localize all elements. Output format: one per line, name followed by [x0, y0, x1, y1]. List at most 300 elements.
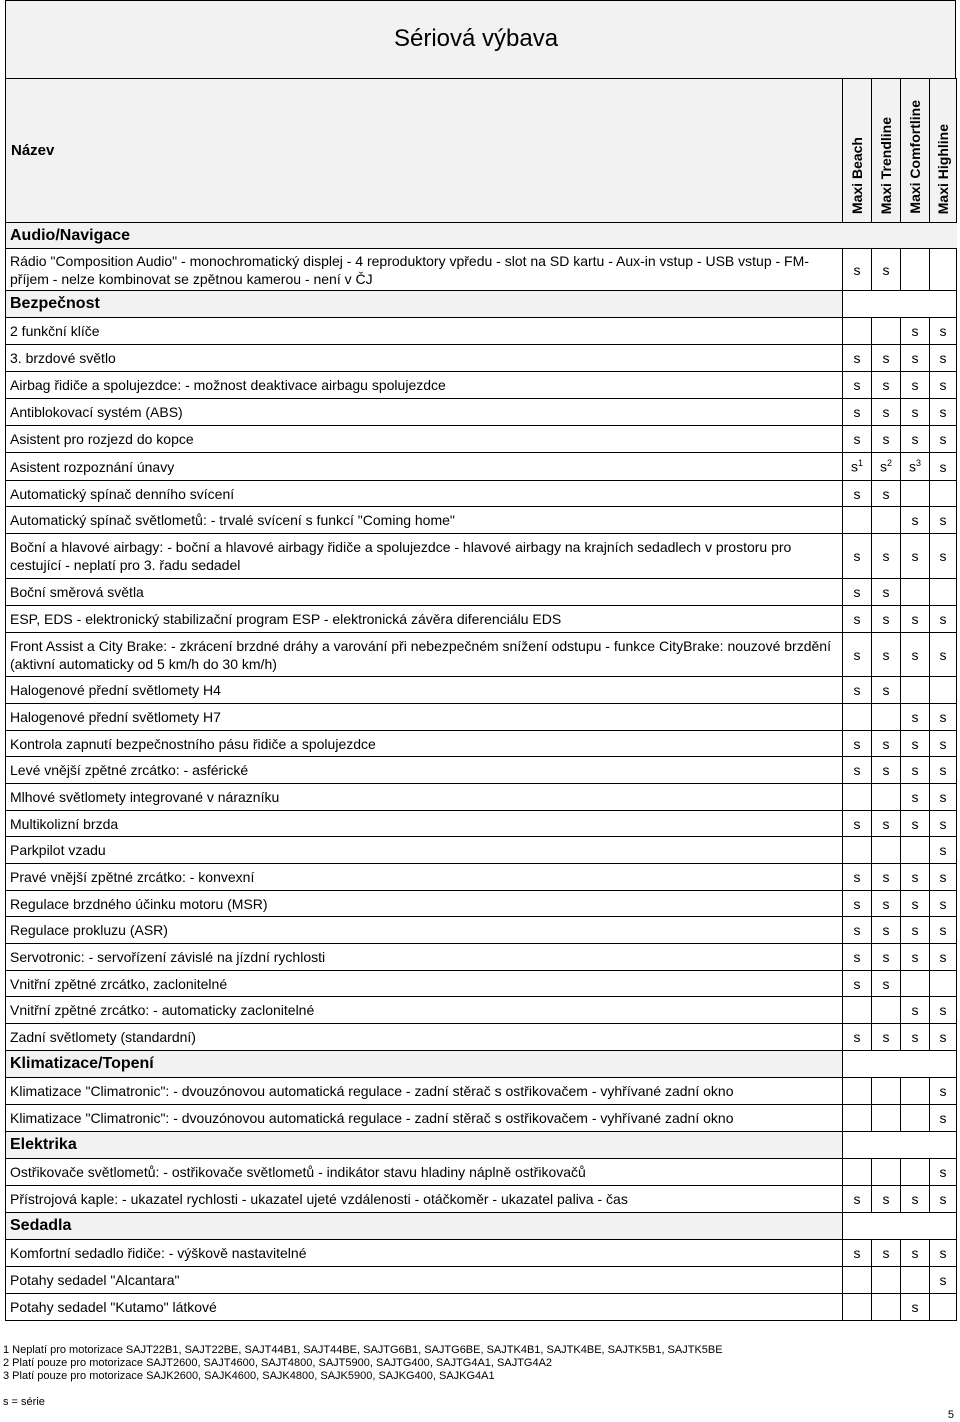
feature-name: Zadní světlomety (standardní) [6, 1024, 843, 1051]
model-cell [872, 811, 901, 837]
feature-name: ESP, EDS - elektronický stabilizační program ESP - elektronická závěra diferenciálu EDS [6, 606, 843, 633]
model-cell [872, 633, 901, 677]
availability-value: s [911, 1002, 919, 1018]
availability-value: s [911, 735, 919, 752]
model-cell [901, 1267, 930, 1294]
model-cell [843, 704, 872, 731]
table-row [6, 731, 957, 757]
availability-value: s [853, 404, 861, 420]
model-cell [843, 1024, 872, 1051]
footnote-2: 2 Platí pouze pro motorizace SAJT2600, SAJT4600, SAJT4800, SAJT5900, SAJTG400, SAJTG4A1, SAJTG4A2 [3, 1357, 553, 1369]
table-row [6, 784, 957, 811]
model-cell [843, 426, 872, 453]
availability-value: s [939, 1272, 947, 1288]
model-cell [872, 731, 901, 757]
model-cell [930, 944, 957, 971]
section-row [6, 223, 957, 249]
model-cell [872, 864, 901, 891]
feature-name: Přístrojová kaple: - ukazatel rychlosti - ukazatel ujeté vzdálenosti - otáčkoměr - ukazatel paliva - čas [6, 1186, 843, 1213]
availability-value: s [911, 377, 919, 393]
availability-value: s [939, 735, 947, 752]
availability-value: s [882, 377, 890, 393]
feature-name: Ostřikovače světlometů: - ostřikovače světlometů - indikátor stavu hladiny náplně ostřikovačů [6, 1159, 843, 1186]
table-row [6, 1105, 957, 1132]
availability-value: s [882, 584, 890, 600]
table-row [6, 453, 957, 481]
footnote-ref: 1 [857, 458, 863, 469]
model-cell [843, 633, 872, 677]
table-row [6, 1240, 957, 1267]
table-row [6, 1078, 957, 1105]
model-cell [901, 784, 930, 811]
model-cell [843, 864, 872, 891]
model-cell [872, 784, 901, 811]
model-cell [872, 891, 901, 917]
table-row [6, 837, 957, 864]
model-cell [872, 345, 901, 372]
feature-name: Boční směrová světla [6, 579, 843, 606]
model-cell [930, 757, 957, 784]
feature-name: Kontrola zapnutí bezpečnostního pásu řidiče a spolujezdce [6, 731, 843, 757]
feature-name: Levé vnější zpětné zrcátko: - asférické [6, 757, 843, 784]
availability-value: s [882, 735, 890, 752]
availability-value: s [939, 842, 947, 858]
availability-value: s [911, 646, 919, 663]
table-row [6, 811, 957, 837]
availability-value: s [939, 1191, 947, 1207]
table-row [6, 606, 957, 633]
availability-value: s [882, 350, 890, 366]
model-cell [901, 1240, 930, 1267]
model-cell [930, 704, 957, 731]
availability-value: s [853, 975, 861, 992]
header-model-trendline: Maxi Trendline [872, 79, 901, 223]
model-cell [930, 1024, 957, 1051]
feature-name: Pravé vnější zpětné zrcátko: - konvexní [6, 864, 843, 891]
model-cell [843, 944, 872, 971]
table-row [6, 345, 957, 372]
model-cell [901, 1024, 930, 1051]
availability-value: s [939, 377, 947, 393]
model-cell [872, 704, 901, 731]
model-cell [872, 579, 901, 606]
model-cell [872, 426, 901, 453]
table-row [6, 677, 957, 704]
model-cell [872, 944, 901, 971]
availability-value: s [939, 1245, 947, 1261]
availability-value: s [882, 682, 890, 698]
feature-name: Asistent pro rozjezd do kopce [6, 426, 843, 453]
availability-value: s [911, 815, 919, 832]
model-cell [901, 704, 930, 731]
model-cell [901, 864, 930, 891]
model-cell [843, 1240, 872, 1267]
model-cell [843, 249, 872, 291]
feature-name: 2 funkční klíče [6, 318, 843, 345]
availability-value: s [853, 815, 861, 832]
header-name: Název [6, 79, 843, 223]
model-cell [901, 633, 930, 677]
model-cell [901, 1105, 930, 1132]
table-header [6, 79, 957, 223]
model-cell [901, 944, 930, 971]
availability-value: s [853, 261, 861, 278]
section-title: Bezpečnost [6, 291, 843, 318]
availability-value: s [853, 548, 861, 564]
availability-value: s [939, 1110, 947, 1126]
model-cell [930, 507, 957, 534]
availability-value: s [882, 975, 890, 992]
table-row [6, 481, 957, 507]
model-cell [930, 579, 957, 606]
table-row [6, 864, 957, 891]
model-cell [930, 426, 957, 453]
availability-value: s [939, 949, 947, 965]
model-cell [843, 534, 872, 579]
availability-value: s [882, 869, 890, 885]
availability-value: s [939, 548, 947, 564]
availability-value: s [939, 1083, 947, 1099]
table-row [6, 971, 957, 997]
model-cell [843, 399, 872, 426]
availability-value: s [939, 611, 947, 627]
model-cell [930, 971, 957, 997]
model-cell [901, 372, 930, 399]
model-cell [872, 481, 901, 507]
model-cell [930, 891, 957, 917]
model-cell [901, 997, 930, 1024]
feature-name: Servotronic: - servořízení závislé na jízdní rychlosti [6, 944, 843, 971]
section-title: Klimatizace/Topení [6, 1051, 843, 1078]
availability-value: s [939, 512, 947, 528]
model-cell [930, 534, 957, 579]
availability-value: s [882, 762, 890, 778]
model-cell [872, 606, 901, 633]
model-cell [901, 1159, 930, 1186]
model-cell [843, 345, 872, 372]
availability-value: s [882, 815, 890, 832]
model-cell [930, 249, 957, 291]
availability-value: s [882, 404, 890, 420]
table-row [6, 1294, 957, 1321]
availability-value: s [911, 949, 919, 965]
model-cell [872, 1024, 901, 1051]
model-cell [901, 249, 930, 291]
availability-value: s [882, 548, 890, 564]
model-cell [872, 1105, 901, 1132]
page-number: 5 [947, 1409, 954, 1421]
model-cell [901, 1294, 930, 1321]
availability-value: s [911, 869, 919, 885]
model-cell [843, 1078, 872, 1105]
table-row [6, 1159, 957, 1186]
table-row [6, 399, 957, 426]
model-cell [843, 1159, 872, 1186]
availability-value: s [882, 1029, 890, 1045]
model-cell [930, 399, 957, 426]
availability-value: s [853, 1245, 861, 1261]
feature-name: Klimatizace "Climatronic": - dvouzónovou automatická regulace - zadní stěrač s ostřikovačem - vyhřívané zadní okno [6, 1078, 843, 1105]
model-cell [872, 534, 901, 579]
model-cell [930, 731, 957, 757]
availability-value: s [911, 922, 919, 938]
availability-value: s [911, 350, 919, 366]
table-row [6, 997, 957, 1024]
model-cell [872, 757, 901, 784]
availability-value: s [882, 922, 890, 938]
model-cell [930, 481, 957, 507]
model-cell [872, 318, 901, 345]
section-row [6, 1132, 957, 1159]
model-cell [930, 1078, 957, 1105]
availability-value: s [939, 922, 947, 938]
feature-name: Potahy sedadel "Alcantara" [6, 1267, 843, 1294]
availability-value: s [882, 1245, 890, 1261]
availability-value: s [911, 1299, 919, 1315]
model-cell [901, 1186, 930, 1213]
table-row [6, 426, 957, 453]
availability-value: s [908, 458, 916, 475]
model-cell [930, 997, 957, 1024]
title-box [5, 0, 956, 79]
model-cell [901, 318, 930, 345]
availability-value: s [911, 323, 919, 339]
table-row [6, 579, 957, 606]
availability-value: s [853, 869, 861, 885]
model-cell [901, 891, 930, 917]
table-row [6, 917, 957, 944]
model-cell [930, 1159, 957, 1186]
header-model-highline: Maxi Highline [930, 79, 957, 223]
section-title: Sedadla [6, 1213, 843, 1240]
model-cell [872, 249, 901, 291]
availability-value: s [911, 512, 919, 528]
model-cell [872, 1078, 901, 1105]
model-cell [843, 784, 872, 811]
feature-name: Multikolizní brzda [6, 811, 843, 837]
table-row [6, 757, 957, 784]
feature-name: 3. brzdové světlo [6, 345, 843, 372]
availability-value: s [853, 377, 861, 393]
table-row [6, 249, 957, 291]
model-cell [901, 453, 930, 481]
model-cell [901, 426, 930, 453]
availability-value: s [939, 350, 947, 366]
model-cell [930, 606, 957, 633]
availability-value: s [853, 1029, 861, 1045]
model-cell [872, 1294, 901, 1321]
availability-value: s [853, 584, 861, 600]
feature-name: Boční a hlavové airbagy: - boční a hlavové airbagy řidiče a spolujezdce - hlavové airbagy na krajních sedadlech v prostoru pro cestující - neplatí pro 3. řadu sedadel [6, 534, 843, 579]
footnote-3: 3 Platí pouze pro motorizace SAJK2600, SAJK4600, SAJK4800, SAJK5900, SAJKG400, SAJKG4A1 [3, 1370, 495, 1382]
model-cell [901, 399, 930, 426]
footnote-ref: 3 [915, 458, 921, 469]
footnotes [3, 1344, 723, 1383]
model-cell [872, 399, 901, 426]
model-cell [872, 917, 901, 944]
table-row [6, 1267, 957, 1294]
table-row [6, 944, 957, 971]
model-cell [930, 1267, 957, 1294]
feature-name: Airbag řidiče a spolujezdce: - možnost deaktivace airbagu spolujezdce [6, 372, 843, 399]
feature-name: Halogenové přední světlomety H7 [6, 704, 843, 731]
availability-value: s [853, 646, 861, 663]
model-cell [872, 1267, 901, 1294]
model-cell [843, 1186, 872, 1213]
model-cell [930, 864, 957, 891]
page-title: Sériová výbava [394, 25, 559, 52]
feature-name: Parkpilot vzadu [6, 837, 843, 864]
model-cell [901, 677, 930, 704]
model-cell [872, 453, 901, 481]
model-cell [872, 1186, 901, 1213]
footnote-ref: 2 [886, 458, 892, 469]
section-row [6, 1051, 957, 1078]
feature-name: Automatický spínač světlometů: - trvalé svícení s funkcí "Coming home" [6, 507, 843, 534]
model-cell [901, 534, 930, 579]
feature-name: Klimatizace "Climatronic": - dvouzónovou automatická regulace - zadní stěrač s ostřikovačem - vyhřívané zadní okno [6, 1105, 843, 1132]
section-filler [843, 1213, 957, 1240]
availability-value: s [939, 646, 947, 663]
availability-value: s [911, 548, 919, 564]
availability-value: s [911, 762, 919, 778]
model-cell [843, 757, 872, 784]
model-cell [930, 837, 957, 864]
model-cell [930, 811, 957, 837]
availability-value: s [882, 611, 890, 627]
model-cell [872, 372, 901, 399]
model-cell [843, 318, 872, 345]
feature-name: Potahy sedadel "Kutamo" látkové [6, 1294, 843, 1321]
model-cell [843, 677, 872, 704]
model-cell [901, 971, 930, 997]
availability-value: s [911, 789, 919, 805]
model-cell [901, 579, 930, 606]
availability-value: s [911, 404, 919, 420]
availability-value: s [911, 1029, 919, 1045]
availability-value: s [882, 485, 890, 502]
availability-value: s [853, 735, 861, 752]
model-cell [901, 757, 930, 784]
legend: s = série [3, 1396, 45, 1408]
availability-value: s [939, 709, 947, 725]
table-row [6, 507, 957, 534]
model-cell [930, 1105, 957, 1132]
model-cell [843, 453, 872, 481]
availability-value: s [882, 646, 890, 663]
section-filler [843, 1132, 957, 1159]
availability-value: s [939, 789, 947, 805]
section-title: Audio/Navigace [6, 223, 957, 249]
availability-value: s [911, 611, 919, 627]
availability-value: s [939, 323, 947, 339]
table-row [6, 704, 957, 731]
section-row [6, 1213, 957, 1240]
model-cell [930, 1240, 957, 1267]
model-cell [930, 1186, 957, 1213]
model-cell [901, 481, 930, 507]
feature-name: Antiblokovací systém (ABS) [6, 399, 843, 426]
equipment-table [5, 78, 957, 1321]
model-cell [843, 811, 872, 837]
model-cell [843, 997, 872, 1024]
feature-name: Front Assist a City Brake: - zkrácení brzdné dráhy a varování při nebezpečném snížení odstupu - funkce CityBrake: nouzové brzdění (aktivní automaticky od 5 km/h do 30 km/h) [6, 633, 843, 677]
availability-value: s [853, 1191, 861, 1207]
model-cell [872, 997, 901, 1024]
model-cell [930, 1294, 957, 1321]
availability-value: s [853, 611, 861, 627]
feature-name: Vnitřní zpětné zrcátko, zaclonitelné [6, 971, 843, 997]
model-cell [930, 453, 957, 481]
availability-value: s [853, 350, 861, 366]
model-cell [930, 345, 957, 372]
model-cell [843, 372, 872, 399]
model-cell [901, 837, 930, 864]
feature-name: Asistent rozpoznání únavy [6, 453, 843, 481]
model-cell [901, 1078, 930, 1105]
model-cell [843, 481, 872, 507]
model-cell [843, 579, 872, 606]
section-title: Elektrika [6, 1132, 843, 1159]
model-cell [843, 606, 872, 633]
model-cell [872, 1240, 901, 1267]
model-cell [872, 971, 901, 997]
table-row [6, 372, 957, 399]
feature-name: Komfortní sedadlo řidiče: - výškově nastavitelné [6, 1240, 843, 1267]
footnote-1: 1 Neplatí pro motorizace SAJT22B1, SAJT22BE, SAJT44B1, SAJT44BE, SAJTG6B1, SAJTG6BE, SAJTK4B1, SAJTK4BE, SAJTK5B1, SAJTK5BE [3, 1344, 723, 1356]
availability-value: s [850, 458, 858, 475]
feature-name: Halogenové přední světlomety H4 [6, 677, 843, 704]
availability-value: s [853, 949, 861, 965]
availability-value: s [939, 815, 947, 832]
model-cell [843, 507, 872, 534]
feature-name: Vnitřní zpětné zrcátko: - automaticky zaclonitelné [6, 997, 843, 1024]
availability-value: s [853, 922, 861, 938]
section-filler [843, 291, 957, 318]
header-model-beach: Maxi Beach [843, 79, 872, 223]
availability-value: s [853, 895, 861, 912]
availability-value: s [853, 762, 861, 778]
feature-name: Rádio "Composition Audio" - monochromatický displej - 4 reproduktory vpředu - slot na SD kartu - Aux-in vstup - USB vstup - FM-příjem - nelze kombinovat se zpětnou kamerou - není v ČJ [6, 249, 843, 291]
table-row [6, 1186, 957, 1213]
table-row [6, 318, 957, 345]
availability-value: s [939, 869, 947, 885]
availability-value: s [939, 1164, 947, 1180]
model-cell [930, 633, 957, 677]
feature-name: Automatický spínač denního svícení [6, 481, 843, 507]
availability-value: s [911, 709, 919, 725]
feature-name: Mlhové světlomety integrované v nárazníku [6, 784, 843, 811]
availability-value: s [939, 404, 947, 420]
model-cell [930, 677, 957, 704]
availability-value: s [939, 458, 947, 475]
model-cell [930, 917, 957, 944]
availability-value: s [939, 1002, 947, 1018]
table-row [6, 534, 957, 579]
model-cell [901, 606, 930, 633]
availability-value: s [939, 1029, 947, 1045]
availability-value: s [911, 1191, 919, 1207]
availability-value: s [879, 458, 887, 475]
availability-value: s [911, 431, 919, 447]
model-cell [901, 345, 930, 372]
model-cell [901, 507, 930, 534]
section-filler [843, 1051, 957, 1078]
table-row [6, 1024, 957, 1051]
table-row [6, 633, 957, 677]
feature-name: Regulace prokluzu (ASR) [6, 917, 843, 944]
model-cell [930, 784, 957, 811]
